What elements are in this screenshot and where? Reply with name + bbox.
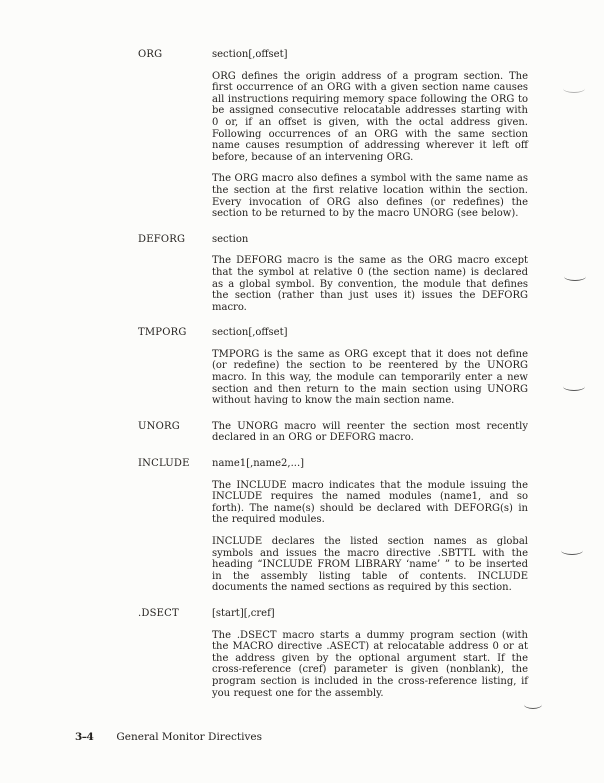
description-paragraph: The .DSECT macro starts a dummy program section (with the MACRO directive .ASECT) at relocatable address 0 or at the address given by the optional argument start. If the cross-reference (cref) parameter is given (nonblank), the program section is included in the cross-reference listing, if you request one for the assembly.	[212, 629, 528, 699]
macro-definition	[212, 234, 528, 314]
macro-name: UNORG	[138, 420, 180, 432]
macro-name: ORG	[138, 49, 163, 60]
directive-definition-list	[138, 49, 530, 699]
scan-artifact-mark	[563, 84, 585, 93]
macro-arguments: section[,offset]	[212, 49, 288, 60]
scan-artifact-mark	[564, 272, 586, 281]
entry-unorg	[138, 421, 530, 444]
macro-definition	[212, 458, 528, 594]
description-paragraph: The ORG macro also defines a symbol with the same name as the section at the first relative location within the section. Every invocation of ORG also defines (or redefines) the section to be returned to by the macro UNORG (see below).	[212, 173, 528, 220]
description-paragraph: The INCLUDE macro indicates that the module issuing the INCLUDE requires the named modules (name1, and so forth). The name(s) should be declared with DEFORG(s) in the required modules.	[212, 479, 528, 526]
footer-section-title: General Monitor Directives	[116, 731, 263, 743]
description-paragraph: TMPORG is the same as ORG except that it does not define (or redefine) the section to be reentered by the UNORG macro. In this way, the module can temporarily enter a new section and then return to the main section using UNORG without having to know the main section name.	[212, 348, 528, 407]
scan-artifact-mark	[563, 382, 585, 391]
macro-arguments: [start][,cref]	[212, 607, 275, 619]
macro-definition	[212, 49, 528, 220]
macro-definition	[212, 608, 528, 699]
scan-artifact-mark	[561, 546, 583, 555]
entry-org	[138, 49, 530, 220]
description-paragraph: The UNORG macro will reenter the section most recently declared in an ORG or DEFORG macro.	[212, 420, 528, 444]
footer-page-number: 3–4	[75, 731, 94, 743]
macro-definition	[212, 421, 528, 444]
scan-artifact-mark	[524, 700, 542, 709]
macro-definition	[212, 327, 528, 407]
page-footer	[75, 731, 262, 743]
description-paragraph: The DEFORG macro is the same as the ORG macro except that the symbol at relative 0 (the section name) is declared as a global symbol. By convention, the module that defines the section (rather than just uses it) issues the DEFORG macro.	[212, 255, 528, 313]
macro-arguments: section[,offset]	[212, 327, 288, 339]
macro-name: TMPORG	[138, 327, 187, 339]
macro-arguments: name1[,name2,...]	[212, 458, 305, 470]
macro-arguments: section	[212, 233, 249, 245]
description-paragraph: ORG defines the origin address of a program section. The first occurrence of an ORG with a given section name causes all instructions requiring memory space following the ORG to be assigned consecutive relocatable addresses starting with 0 or, if an offset is given, with the octal address given. Following occurrences of an ORG with the same section name causes resumption of addressing wherever it left off before, because of an intervening ORG.	[212, 70, 528, 163]
macro-name: .DSECT	[138, 607, 179, 619]
entry-include	[138, 458, 530, 594]
entry-tmporg	[138, 327, 530, 407]
description-paragraph: INCLUDE declares the listed section names as global symbols and issues the macro directive .SBTTL with the heading “INCLUDE FROM LIBRARY ‘name’ ” to be inserted in the assembly listing table of contents. INCLUDE documents the named sections as required by this section.	[212, 536, 528, 594]
entry-dsect	[138, 608, 530, 699]
macro-name: DEFORG	[138, 233, 186, 245]
entry-deforg	[138, 234, 530, 314]
macro-name: INCLUDE	[138, 458, 190, 470]
